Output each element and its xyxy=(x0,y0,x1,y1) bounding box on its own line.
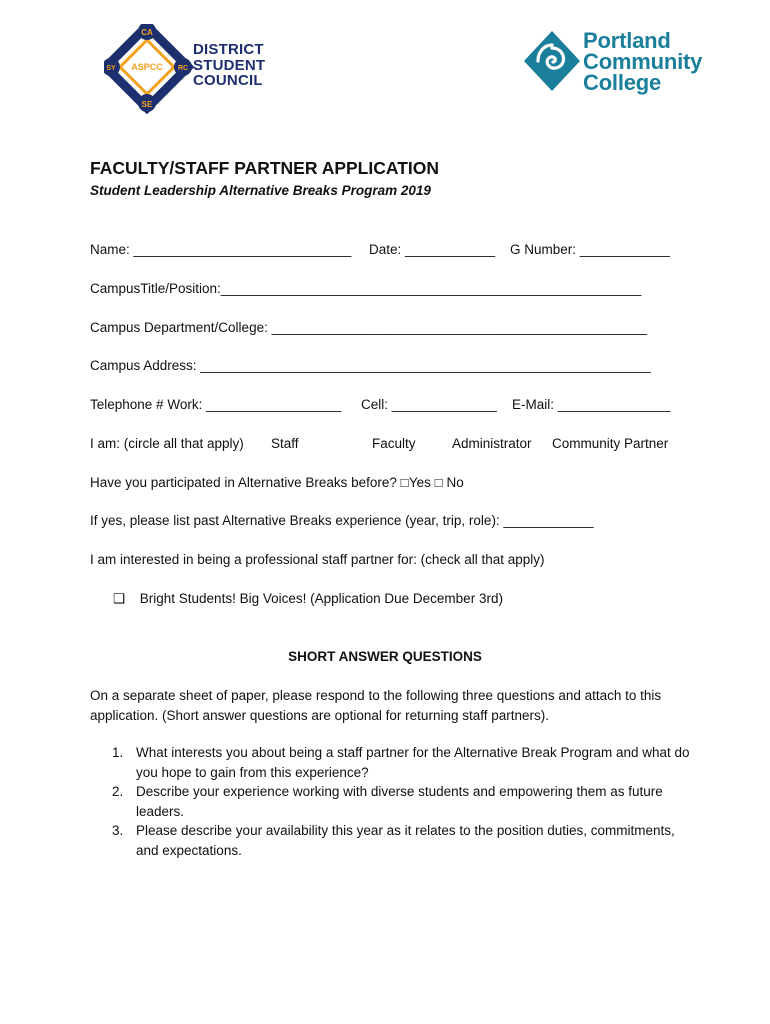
role-label: I am: (circle all that apply) xyxy=(90,436,244,451)
pcc-spiral-icon xyxy=(523,30,581,92)
campus-title-field[interactable]: CampusTitle/Position:________________________________________________________ xyxy=(90,281,642,296)
question-number: 3. xyxy=(112,823,124,838)
pcc-line-1: Portland xyxy=(583,28,671,53)
question-number: 2. xyxy=(112,784,124,799)
question-item xyxy=(90,782,690,821)
aspcc-diamond-emblem xyxy=(104,24,194,114)
dsc-left-label: SY xyxy=(106,65,116,72)
dsc-wordmark xyxy=(193,42,265,89)
cell-field[interactable]: Cell: ______________ xyxy=(361,397,497,412)
question-text: What interests you about being a staff partner for the Alternative Break Program and what do you hope to gain from this experience? xyxy=(136,745,690,780)
role-option-community-partner[interactable]: Community Partner xyxy=(552,436,669,451)
role-option-faculty[interactable]: Faculty xyxy=(372,436,416,451)
program-label: Bright Students! Big Voices! (Application Due December 3rd) xyxy=(139,591,503,606)
role-option-staff[interactable]: Staff xyxy=(271,436,299,451)
form-title: FACULTY/STAFF PARTNER APPLICATION xyxy=(90,158,440,178)
question-text: Describe your experience working with diverse students and empowering them as future leaders. xyxy=(136,784,663,819)
district-student-council-logo xyxy=(104,24,274,114)
dsc-line-3: COUNCIL xyxy=(193,72,263,89)
name-field[interactable]: Name: _____________________________ xyxy=(90,242,352,257)
role-option-administrator[interactable]: Administrator xyxy=(452,436,532,451)
pcc-line-2: Community xyxy=(583,49,703,74)
checkbox-icon[interactable]: ❑ xyxy=(113,591,126,606)
short-answer-intro: On a separate sheet of paper, please respond to the following three questions and attach to this application. (Short answer questions are optional for returning staff partners). xyxy=(90,688,662,723)
short-answer-questions xyxy=(90,743,690,860)
dsc-line-1: DISTRICT xyxy=(193,41,264,58)
dsc-right-label: RC xyxy=(177,65,189,72)
pcc-wordmark xyxy=(583,30,702,93)
dsc-center-label: ASPCC xyxy=(131,62,163,72)
interest-label: I am interested in being a professional staff partner for: (check all that apply) xyxy=(90,552,545,567)
campus-address-field[interactable]: Campus Address: ____________________________________________________________ xyxy=(90,358,651,373)
date-field[interactable]: Date: ____________ xyxy=(369,242,496,257)
telephone-work-field[interactable]: Telephone # Work: __________________ xyxy=(90,397,342,412)
form-subtitle: Student Leadership Alternative Breaks Program 2019 xyxy=(90,183,431,198)
portland-community-college-logo xyxy=(523,30,723,100)
question-number: 1. xyxy=(112,745,124,760)
question-item xyxy=(90,821,690,860)
pcc-line-3: College xyxy=(583,70,662,95)
g-number-field[interactable]: G Number: ____________ xyxy=(510,242,670,257)
program-option-bright-students[interactable] xyxy=(113,591,503,607)
dsc-bottom-label: SE xyxy=(141,100,153,109)
email-field[interactable]: E-Mail: _______________ xyxy=(512,397,671,412)
question-item xyxy=(90,743,690,782)
dsc-top-label: CA xyxy=(141,28,153,37)
campus-department-field[interactable]: Campus Department/College: __________________________________________________ xyxy=(90,320,647,335)
dsc-line-2: STUDENT xyxy=(193,56,266,74)
question-text: Please describe your availability this year as it relates to the position duties, commitments, and expectations. xyxy=(136,823,675,858)
participated-question[interactable]: Have you participated in Alternative Breaks before? □Yes □ No xyxy=(90,475,464,490)
short-answer-heading: SHORT ANSWER QUESTIONS xyxy=(288,649,482,664)
past-experience-field[interactable]: If yes, please list past Alternative Breaks experience (year, trip, role): ____________ xyxy=(90,513,594,528)
